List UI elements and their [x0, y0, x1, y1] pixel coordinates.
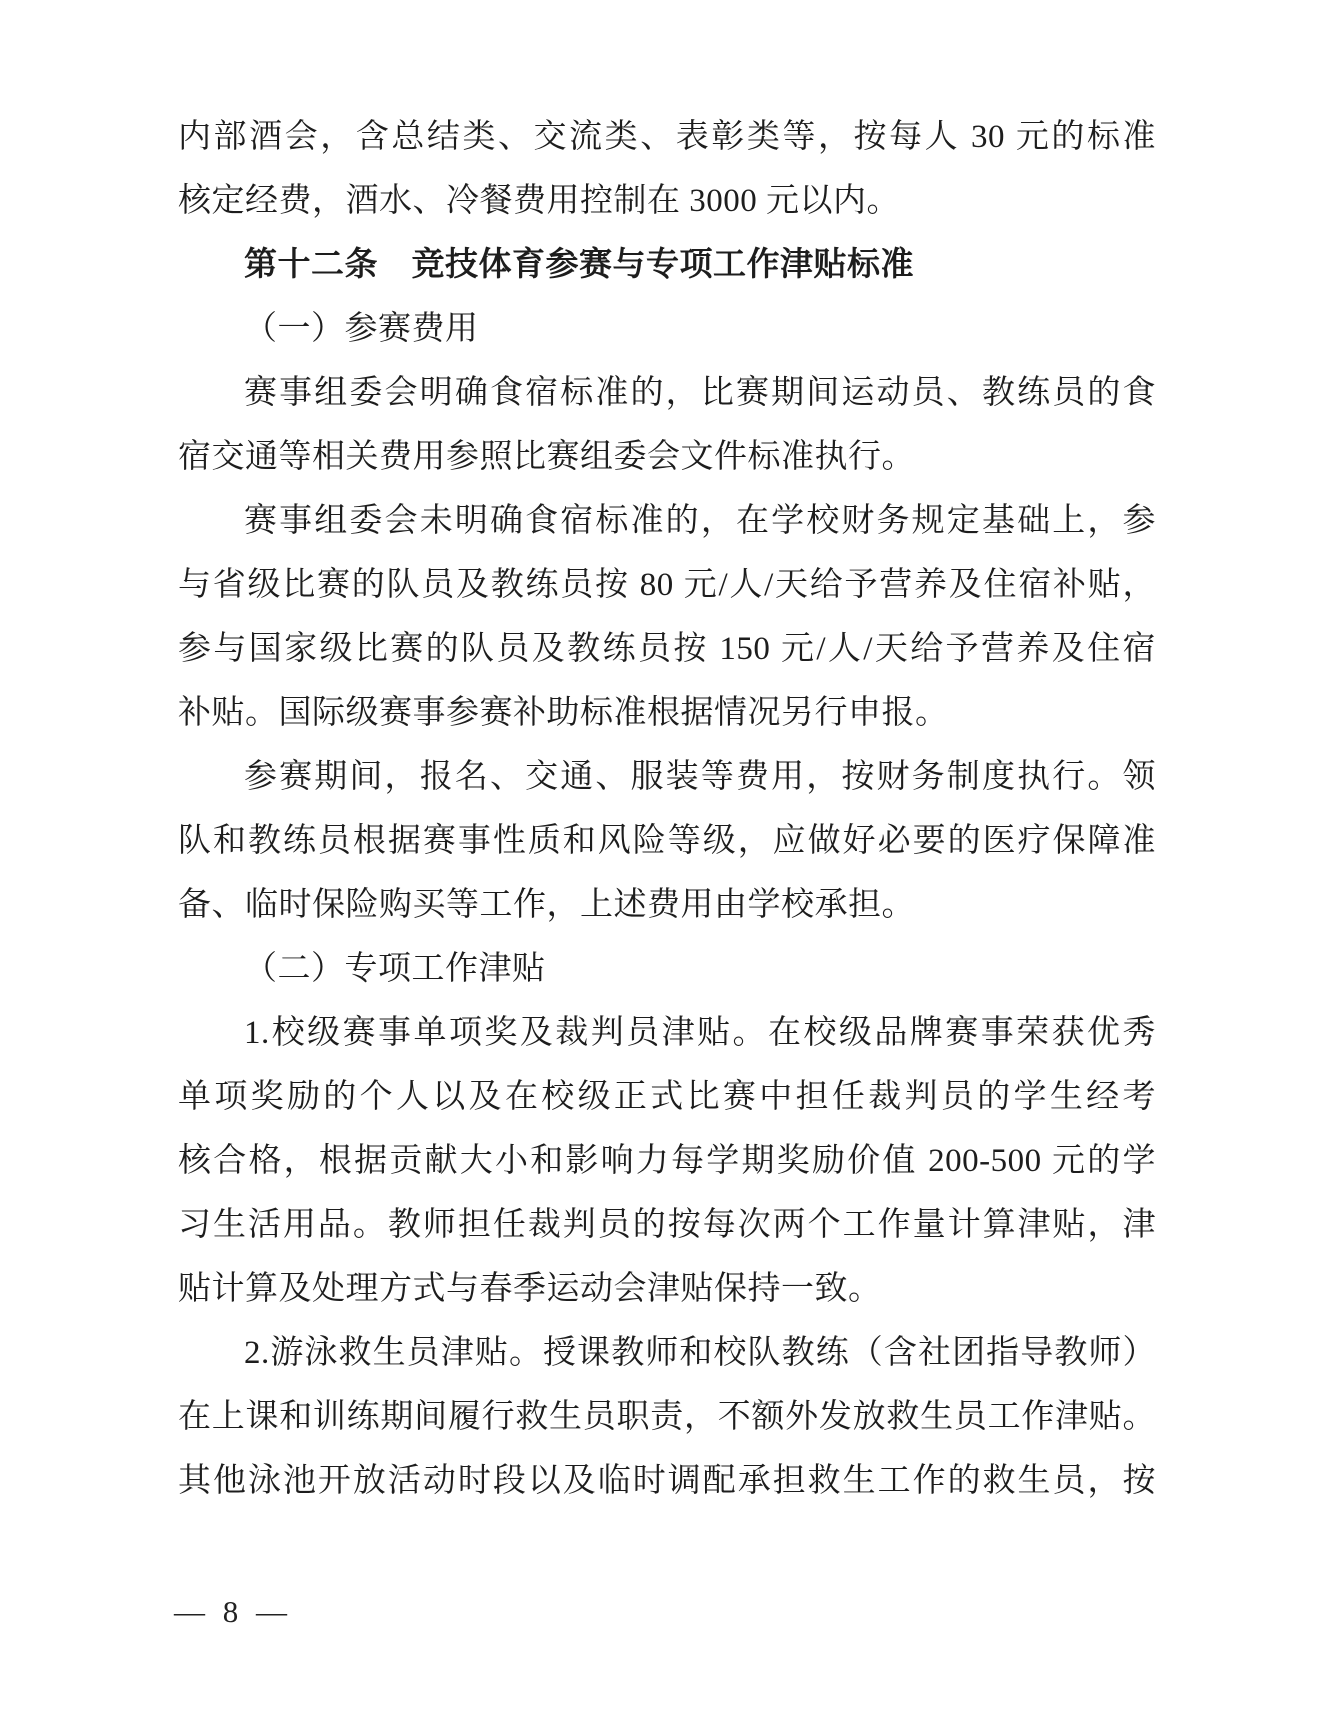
body-line: 习生活用品。教师担任裁判员的按每次两个工作量计算津贴，津: [178, 1207, 1156, 1243]
body-line: 在上课和训练期间履行救生员职责，不额外发放救生员工作津贴。: [178, 1399, 1156, 1435]
body-line: 1.校级赛事单项奖及裁判员津贴。在校级品牌赛事荣获优秀: [244, 1015, 1156, 1051]
body-line: 参与国家级比赛的队员及教练员按 150 元/人/天给予营养及住宿: [178, 631, 1156, 667]
page-number: — 8 —: [174, 1594, 292, 1629]
body-line: 宿交通等相关费用参照比赛组委会文件标准执行。: [178, 439, 915, 475]
body-line: 核合格，根据贡献大小和影响力每学期奖励价值 200-500 元的学: [178, 1143, 1156, 1179]
body-line: 其他泳池开放活动时段以及临时调配承担救生工作的救生员，按: [178, 1463, 1156, 1499]
body-line: 贴计算及处理方式与春季运动会津贴保持一致。: [178, 1271, 882, 1307]
body-line: 核定经费，酒水、冷餐费用控制在 3000 元以内。: [178, 183, 900, 219]
body-line: 内部酒会，含总结类、交流类、表彰类等，按每人 30 元的标准: [178, 119, 1156, 155]
body-line: 单项奖励的个人以及在校级正式比赛中担任裁判员的学生经考: [178, 1079, 1156, 1115]
article-heading-title: 竞技体育参赛与专项工作津贴标准: [378, 247, 914, 283]
body-line: 备、临时保险购买等工作，上述费用由学校承担。: [178, 887, 915, 923]
article-heading-label: 第十二条: [244, 247, 378, 283]
body-line: 队和教练员根据赛事性质和风险等级，应做好必要的医疗保障准: [178, 823, 1156, 859]
document-body: [178, 105, 1156, 1513]
subheading-2: （二）专项工作津贴: [244, 951, 546, 987]
article-heading: [178, 233, 1156, 297]
body-line: 2.游泳救生员津贴。授课教师和校队教练（含社团指导教师）: [244, 1335, 1156, 1371]
body-line: 赛事组委会未明确食宿标准的，在学校财务规定基础上，参: [244, 503, 1156, 539]
body-line: 补贴。国际级赛事参赛补助标准根据情况另行申报。: [178, 695, 949, 731]
body-line: 赛事组委会明确食宿标准的，比赛期间运动员、教练员的食: [244, 375, 1156, 411]
subheading-1: （一）参赛费用: [244, 311, 479, 347]
body-line: 与省级比赛的队员及教练员按 80 元/人/天给予营养及住宿补贴，: [178, 567, 1156, 603]
body-line: 参赛期间，报名、交通、服装等费用，按财务制度执行。领: [244, 759, 1156, 795]
